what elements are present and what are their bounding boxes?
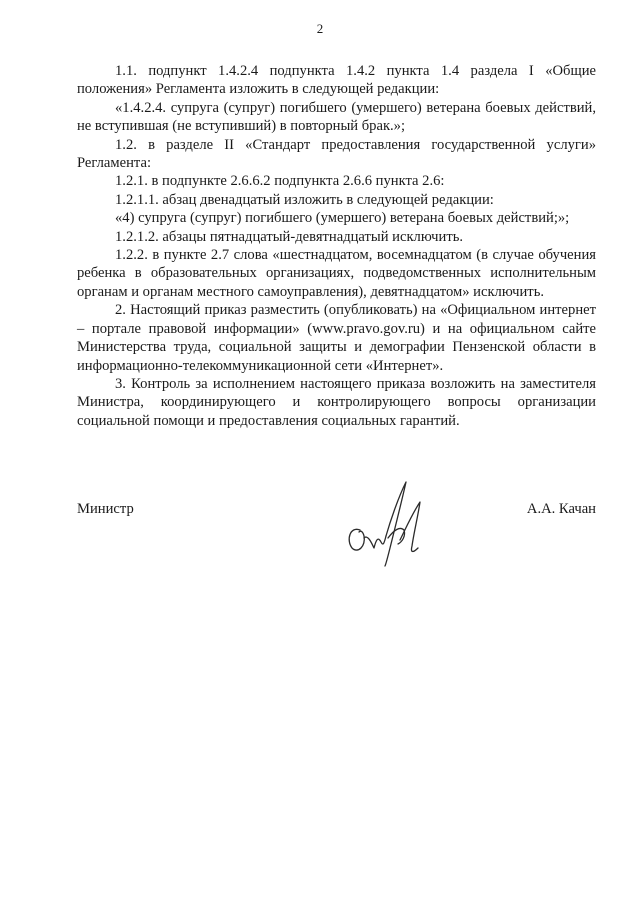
page-number: 2 bbox=[316, 21, 324, 36]
paragraph-1-2-1-2: 1.2.1.2. абзацы пятнадцатый-девятнадцатый исключить. bbox=[115, 228, 464, 245]
handwritten-signature bbox=[340, 478, 430, 568]
paragraph-1-2-2: 1.2.2. в пункте 2.7 слова «шестнадцатом, восемнадцатом (в случае обучения ребенка в образовательных организациях, подведомственных исполнительным органам и органам местного самоуправления), девятнадцатом» исключить. bbox=[77, 247, 596, 300]
paragraph-2: 2. Настоящий приказ разместить (опубликовать) на «Официальном интернет – портале правовой информации» (www.pravo.gov.ru) и на официальном сайте Министерства труда, социальной защиты и демографии Пензенской области в информационно-телекоммуникационной сети «Интернет». bbox=[77, 302, 596, 374]
document-body bbox=[77, 62, 596, 430]
paragraph-3: 3. Контроль за исполнением настоящего приказа возложить на заместителя Министра, координирующего и контролирующего вопросы организации социальной помощи и предоставления социальных гарантий. bbox=[77, 375, 596, 429]
paragraph-1-2: 1.2. в разделе II «Стандарт предоставления государственной услуги» Регламента: bbox=[77, 136, 596, 172]
paragraph-1-2-1: 1.2.1. в подпункте 2.6.6.2 подпункта 2.6.6 пункта 2.6: bbox=[115, 173, 445, 190]
paragraph-1-1: 1.1. подпункт 1.4.2.4 подпункта 1.4.2 пункта 1.4 раздела I «Общие положения» Регламента изложить в следующей редакции: bbox=[77, 63, 596, 98]
paragraph-1-2-1-1: 1.2.1.1. абзац двенадцатый изложить в следующей редакции: bbox=[115, 191, 494, 208]
paragraph-quote-item-4: «4) супруга (супруг) погибшего (умершего) ветерана боевых действий;»; bbox=[115, 210, 570, 227]
paragraph-quote-1-4-2-4: «1.4.2.4. супруга (супруг) погибшего (умершего) ветерана боевых действий, не вступившая (не вступивший) в повторный брак.»; bbox=[77, 99, 596, 135]
signer-name: А.А. Качан bbox=[526, 501, 596, 517]
signer-title: Министр bbox=[77, 501, 134, 517]
